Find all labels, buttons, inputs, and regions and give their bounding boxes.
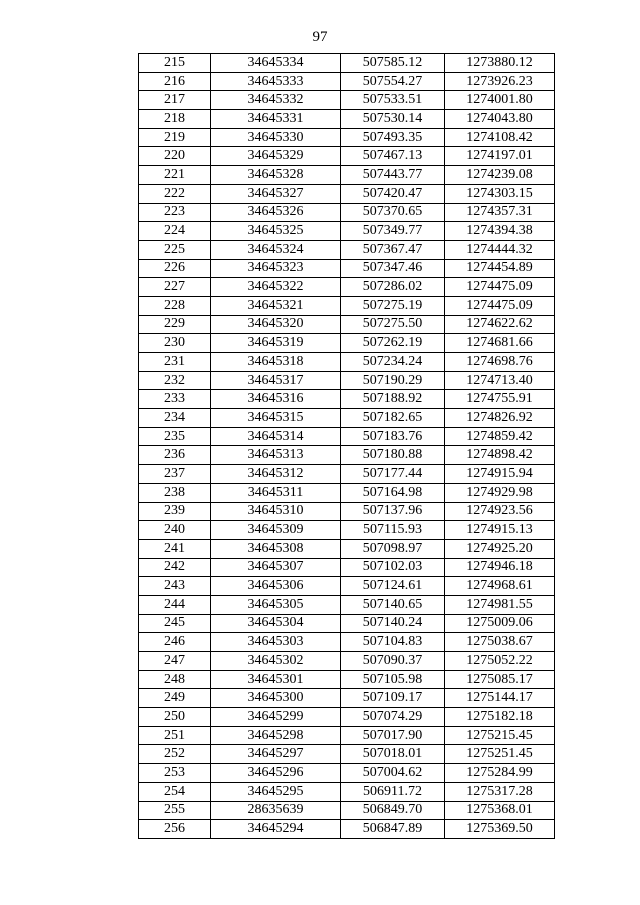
point-number-cell: 240 bbox=[139, 521, 211, 540]
y-coordinate-cell: 1274859.42 bbox=[445, 427, 555, 446]
point-number-cell: 244 bbox=[139, 595, 211, 614]
point-id-cell: 34645316 bbox=[211, 390, 341, 409]
point-number-cell: 231 bbox=[139, 353, 211, 372]
point-number-cell: 243 bbox=[139, 577, 211, 596]
point-number-cell: 215 bbox=[139, 54, 211, 73]
x-coordinate-cell: 507443.77 bbox=[341, 166, 445, 185]
x-coordinate-cell: 507467.13 bbox=[341, 147, 445, 166]
y-coordinate-cell: 1273880.12 bbox=[445, 54, 555, 73]
point-number-cell: 220 bbox=[139, 147, 211, 166]
y-coordinate-cell: 1275009.06 bbox=[445, 614, 555, 633]
table-row bbox=[139, 128, 555, 147]
x-coordinate-cell: 507190.29 bbox=[341, 371, 445, 390]
table-row bbox=[139, 72, 555, 91]
x-coordinate-cell: 507275.50 bbox=[341, 315, 445, 334]
point-number-cell: 247 bbox=[139, 652, 211, 671]
y-coordinate-cell: 1274968.61 bbox=[445, 577, 555, 596]
point-number-cell: 236 bbox=[139, 446, 211, 465]
x-coordinate-cell: 506849.70 bbox=[341, 801, 445, 820]
page-number: 97 bbox=[312, 29, 328, 45]
table-row bbox=[139, 539, 555, 558]
point-number-cell: 235 bbox=[139, 427, 211, 446]
table-row bbox=[139, 465, 555, 484]
table-row bbox=[139, 54, 555, 73]
y-coordinate-cell: 1274475.09 bbox=[445, 296, 555, 315]
table-row bbox=[139, 427, 555, 446]
table-row bbox=[139, 147, 555, 166]
y-coordinate-cell: 1274698.76 bbox=[445, 353, 555, 372]
point-number-cell: 219 bbox=[139, 128, 211, 147]
point-number-cell: 224 bbox=[139, 222, 211, 241]
coordinates-table bbox=[138, 53, 555, 839]
y-coordinate-cell: 1274755.91 bbox=[445, 390, 555, 409]
table-row bbox=[139, 820, 555, 839]
table-row bbox=[139, 614, 555, 633]
point-number-cell: 229 bbox=[139, 315, 211, 334]
y-coordinate-cell: 1274946.18 bbox=[445, 558, 555, 577]
table-row bbox=[139, 371, 555, 390]
y-coordinate-cell: 1275144.17 bbox=[445, 689, 555, 708]
table-row bbox=[139, 502, 555, 521]
x-coordinate-cell: 507102.03 bbox=[341, 558, 445, 577]
y-coordinate-cell: 1274622.62 bbox=[445, 315, 555, 334]
point-id-cell: 34645299 bbox=[211, 708, 341, 727]
point-id-cell: 34645313 bbox=[211, 446, 341, 465]
y-coordinate-cell: 1273926.23 bbox=[445, 72, 555, 91]
point-number-cell: 253 bbox=[139, 764, 211, 783]
point-id-cell: 34645332 bbox=[211, 91, 341, 110]
x-coordinate-cell: 507074.29 bbox=[341, 708, 445, 727]
y-coordinate-cell: 1274925.20 bbox=[445, 539, 555, 558]
x-coordinate-cell: 507367.47 bbox=[341, 240, 445, 259]
point-number-cell: 245 bbox=[139, 614, 211, 633]
point-id-cell: 34645329 bbox=[211, 147, 341, 166]
point-id-cell: 34645334 bbox=[211, 54, 341, 73]
table-row bbox=[139, 689, 555, 708]
y-coordinate-cell: 1274197.01 bbox=[445, 147, 555, 166]
point-id-cell: 34645301 bbox=[211, 670, 341, 689]
y-coordinate-cell: 1274239.08 bbox=[445, 166, 555, 185]
x-coordinate-cell: 507140.24 bbox=[341, 614, 445, 633]
x-coordinate-cell: 507533.51 bbox=[341, 91, 445, 110]
y-coordinate-cell: 1274929.98 bbox=[445, 483, 555, 502]
point-id-cell: 34645297 bbox=[211, 745, 341, 764]
y-coordinate-cell: 1275052.22 bbox=[445, 652, 555, 671]
point-id-cell: 34645327 bbox=[211, 184, 341, 203]
point-id-cell: 34645298 bbox=[211, 726, 341, 745]
table-row bbox=[139, 353, 555, 372]
table-row bbox=[139, 801, 555, 820]
x-coordinate-cell: 507177.44 bbox=[341, 465, 445, 484]
x-coordinate-cell: 507104.83 bbox=[341, 633, 445, 652]
point-id-cell: 34645325 bbox=[211, 222, 341, 241]
point-id-cell: 34645303 bbox=[211, 633, 341, 652]
table-row bbox=[139, 91, 555, 110]
point-number-cell: 218 bbox=[139, 110, 211, 129]
point-number-cell: 222 bbox=[139, 184, 211, 203]
point-number-cell: 216 bbox=[139, 72, 211, 91]
table-row bbox=[139, 782, 555, 801]
x-coordinate-cell: 507585.12 bbox=[341, 54, 445, 73]
table-row bbox=[139, 726, 555, 745]
point-id-cell: 34645328 bbox=[211, 166, 341, 185]
y-coordinate-cell: 1274108.42 bbox=[445, 128, 555, 147]
x-coordinate-cell: 507182.65 bbox=[341, 409, 445, 428]
point-number-cell: 223 bbox=[139, 203, 211, 222]
x-coordinate-cell: 507420.47 bbox=[341, 184, 445, 203]
y-coordinate-cell: 1275317.28 bbox=[445, 782, 555, 801]
x-coordinate-cell: 507004.62 bbox=[341, 764, 445, 783]
x-coordinate-cell: 507188.92 bbox=[341, 390, 445, 409]
point-number-cell: 221 bbox=[139, 166, 211, 185]
y-coordinate-cell: 1274303.15 bbox=[445, 184, 555, 203]
point-number-cell: 250 bbox=[139, 708, 211, 727]
y-coordinate-cell: 1275251.45 bbox=[445, 745, 555, 764]
point-number-cell: 227 bbox=[139, 278, 211, 297]
point-id-cell: 34645318 bbox=[211, 353, 341, 372]
x-coordinate-cell: 506847.89 bbox=[341, 820, 445, 839]
x-coordinate-cell: 507183.76 bbox=[341, 427, 445, 446]
point-number-cell: 251 bbox=[139, 726, 211, 745]
x-coordinate-cell: 507234.24 bbox=[341, 353, 445, 372]
table-row bbox=[139, 166, 555, 185]
point-id-cell: 34645315 bbox=[211, 409, 341, 428]
table-row bbox=[139, 633, 555, 652]
point-id-cell: 34645330 bbox=[211, 128, 341, 147]
x-coordinate-cell: 507137.96 bbox=[341, 502, 445, 521]
point-number-cell: 217 bbox=[139, 91, 211, 110]
x-coordinate-cell: 507493.35 bbox=[341, 128, 445, 147]
point-id-cell: 34645305 bbox=[211, 595, 341, 614]
table-row bbox=[139, 558, 555, 577]
point-id-cell: 34645296 bbox=[211, 764, 341, 783]
x-coordinate-cell: 507180.88 bbox=[341, 446, 445, 465]
table-row bbox=[139, 184, 555, 203]
point-id-cell: 34645309 bbox=[211, 521, 341, 540]
table-row bbox=[139, 110, 555, 129]
point-number-cell: 242 bbox=[139, 558, 211, 577]
point-number-cell: 226 bbox=[139, 259, 211, 278]
point-id-cell: 34645295 bbox=[211, 782, 341, 801]
point-number-cell: 241 bbox=[139, 539, 211, 558]
table-row bbox=[139, 240, 555, 259]
point-id-cell: 34645314 bbox=[211, 427, 341, 446]
point-number-cell: 237 bbox=[139, 465, 211, 484]
point-id-cell: 34645322 bbox=[211, 278, 341, 297]
table-row bbox=[139, 446, 555, 465]
y-coordinate-cell: 1274826.92 bbox=[445, 409, 555, 428]
table-row bbox=[139, 652, 555, 671]
y-coordinate-cell: 1274915.94 bbox=[445, 465, 555, 484]
point-number-cell: 233 bbox=[139, 390, 211, 409]
point-number-cell: 256 bbox=[139, 820, 211, 839]
x-coordinate-cell: 507554.27 bbox=[341, 72, 445, 91]
table-row bbox=[139, 278, 555, 297]
point-id-cell: 34645323 bbox=[211, 259, 341, 278]
x-coordinate-cell: 507164.98 bbox=[341, 483, 445, 502]
point-id-cell: 34645300 bbox=[211, 689, 341, 708]
table-row bbox=[139, 483, 555, 502]
y-coordinate-cell: 1274394.38 bbox=[445, 222, 555, 241]
point-number-cell: 230 bbox=[139, 334, 211, 353]
point-number-cell: 238 bbox=[139, 483, 211, 502]
point-id-cell: 34645317 bbox=[211, 371, 341, 390]
point-id-cell: 34645319 bbox=[211, 334, 341, 353]
coordinates-table-body bbox=[139, 54, 555, 839]
y-coordinate-cell: 1274923.56 bbox=[445, 502, 555, 521]
y-coordinate-cell: 1274475.09 bbox=[445, 278, 555, 297]
point-id-cell: 34645306 bbox=[211, 577, 341, 596]
point-number-cell: 249 bbox=[139, 689, 211, 708]
y-coordinate-cell: 1274713.40 bbox=[445, 371, 555, 390]
x-coordinate-cell: 507090.37 bbox=[341, 652, 445, 671]
y-coordinate-cell: 1274357.31 bbox=[445, 203, 555, 222]
point-id-cell: 34645321 bbox=[211, 296, 341, 315]
y-coordinate-cell: 1274898.42 bbox=[445, 446, 555, 465]
x-coordinate-cell: 507124.61 bbox=[341, 577, 445, 596]
y-coordinate-cell: 1275182.18 bbox=[445, 708, 555, 727]
table-row bbox=[139, 764, 555, 783]
table-row bbox=[139, 521, 555, 540]
x-coordinate-cell: 506911.72 bbox=[341, 782, 445, 801]
x-coordinate-cell: 507115.93 bbox=[341, 521, 445, 540]
table-row bbox=[139, 390, 555, 409]
point-number-cell: 254 bbox=[139, 782, 211, 801]
table-row bbox=[139, 203, 555, 222]
point-id-cell: 34645331 bbox=[211, 110, 341, 129]
table-row bbox=[139, 745, 555, 764]
point-number-cell: 232 bbox=[139, 371, 211, 390]
point-id-cell: 34645320 bbox=[211, 315, 341, 334]
x-coordinate-cell: 507530.14 bbox=[341, 110, 445, 129]
y-coordinate-cell: 1274981.55 bbox=[445, 595, 555, 614]
y-coordinate-cell: 1275368.01 bbox=[445, 801, 555, 820]
y-coordinate-cell: 1274681.66 bbox=[445, 334, 555, 353]
point-number-cell: 255 bbox=[139, 801, 211, 820]
point-id-cell: 34645324 bbox=[211, 240, 341, 259]
table-row bbox=[139, 222, 555, 241]
point-id-cell: 28635639 bbox=[211, 801, 341, 820]
y-coordinate-cell: 1275038.67 bbox=[445, 633, 555, 652]
table-row bbox=[139, 409, 555, 428]
point-id-cell: 34645326 bbox=[211, 203, 341, 222]
point-id-cell: 34645304 bbox=[211, 614, 341, 633]
y-coordinate-cell: 1274001.80 bbox=[445, 91, 555, 110]
y-coordinate-cell: 1275369.50 bbox=[445, 820, 555, 839]
x-coordinate-cell: 507017.90 bbox=[341, 726, 445, 745]
point-number-cell: 248 bbox=[139, 670, 211, 689]
point-id-cell: 34645312 bbox=[211, 465, 341, 484]
x-coordinate-cell: 507349.77 bbox=[341, 222, 445, 241]
table-row bbox=[139, 315, 555, 334]
x-coordinate-cell: 507262.19 bbox=[341, 334, 445, 353]
y-coordinate-cell: 1274444.32 bbox=[445, 240, 555, 259]
point-number-cell: 234 bbox=[139, 409, 211, 428]
table-row bbox=[139, 296, 555, 315]
point-id-cell: 34645308 bbox=[211, 539, 341, 558]
x-coordinate-cell: 507275.19 bbox=[341, 296, 445, 315]
point-id-cell: 34645307 bbox=[211, 558, 341, 577]
point-number-cell: 239 bbox=[139, 502, 211, 521]
point-number-cell: 228 bbox=[139, 296, 211, 315]
table-row bbox=[139, 577, 555, 596]
x-coordinate-cell: 507286.02 bbox=[341, 278, 445, 297]
table-row bbox=[139, 259, 555, 278]
x-coordinate-cell: 507370.65 bbox=[341, 203, 445, 222]
x-coordinate-cell: 507105.98 bbox=[341, 670, 445, 689]
x-coordinate-cell: 507140.65 bbox=[341, 595, 445, 614]
point-id-cell: 34645311 bbox=[211, 483, 341, 502]
point-id-cell: 34645294 bbox=[211, 820, 341, 839]
x-coordinate-cell: 507109.17 bbox=[341, 689, 445, 708]
x-coordinate-cell: 507347.46 bbox=[341, 259, 445, 278]
y-coordinate-cell: 1274915.13 bbox=[445, 521, 555, 540]
point-id-cell: 34645310 bbox=[211, 502, 341, 521]
y-coordinate-cell: 1275215.45 bbox=[445, 726, 555, 745]
x-coordinate-cell: 507018.01 bbox=[341, 745, 445, 764]
table-row bbox=[139, 595, 555, 614]
x-coordinate-cell: 507098.97 bbox=[341, 539, 445, 558]
point-id-cell: 34645333 bbox=[211, 72, 341, 91]
y-coordinate-cell: 1275284.99 bbox=[445, 764, 555, 783]
point-id-cell: 34645302 bbox=[211, 652, 341, 671]
point-number-cell: 225 bbox=[139, 240, 211, 259]
table-row bbox=[139, 334, 555, 353]
y-coordinate-cell: 1275085.17 bbox=[445, 670, 555, 689]
y-coordinate-cell: 1274043.80 bbox=[445, 110, 555, 129]
table-row bbox=[139, 708, 555, 727]
point-number-cell: 246 bbox=[139, 633, 211, 652]
table-row bbox=[139, 670, 555, 689]
point-number-cell: 252 bbox=[139, 745, 211, 764]
y-coordinate-cell: 1274454.89 bbox=[445, 259, 555, 278]
